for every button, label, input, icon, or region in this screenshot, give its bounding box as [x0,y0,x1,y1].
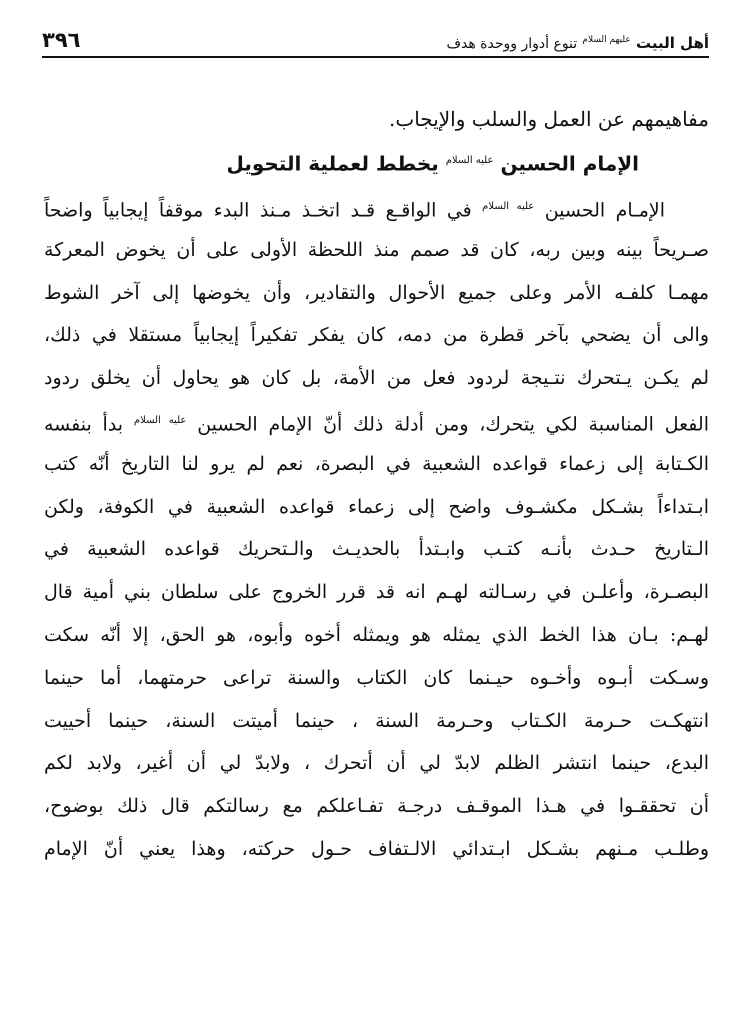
line-text: بدأ بنفسه [44,413,124,436]
paragraph-line: البدع، حينما انتشر الظلم لابدّ لي أن أتحرك ، ولابدّ لي أن أغير، ولابد لكم [44,752,709,775]
body-paragraph [44,186,709,871]
page-header [42,24,709,58]
heading-text-start: الإمام الحسين [500,151,639,176]
paragraph-line: أن تحققـوا في هـذا الموقـف درجـة تفـاعلكم مع رسالتكم قال ذلك بوضوح، [44,795,709,818]
paragraph-line [44,400,709,443]
honorific-mark: عليه السلام [482,201,535,212]
paragraph-line: البصـرة، وأعلـن في رسـالته لهـم انه قد قرر الخروج على سلطان بني أمية قال [44,581,709,604]
paragraph-line: لهـم: بـان هذا الخط الذي يمثله هو ويمثله أخوه وأبوه، هو الحق، إلا أنّه سكت [44,623,709,646]
heading-honorific: عليه السلام [445,155,494,166]
page-content [44,104,709,871]
book-title: أهل البيت [635,34,709,52]
book-subtitle: تنوع أدوار ووحدة هدف [446,36,578,52]
heading-text-end: يخطط لعملية التحويل [226,151,439,176]
honorific-mark: عليه السلام [133,414,187,426]
paragraph-line: انتهكـت حـرمة الكـتاب وحـرمة السنة ، حينما أميتت السنة، حينما أحييت [44,709,709,732]
paragraph-line: مهمـا كلفـه الأمر وعلى جميع الأحوال والتقادير، وأن يخوضها إلى آخر الشوط [44,281,709,304]
section-heading [44,144,709,178]
intro-line: مفاهيمهم عن العمل والسلب والإيجاب. [389,107,709,131]
line-text: الإمـام الحسين [544,199,665,222]
paragraph-line: ابـتداءاً بشـكل مكشـوف واضح إلى زعماء قواعده الشعبية في الكوفة، ولكن [44,495,709,518]
paragraph-line [44,186,709,229]
paragraph-line: الكـتابة إلى زعماء قواعده الشعبية في البصرة، نعم لم يرو لنا التاريخ أنّه كتب [44,452,709,475]
line-text: في الواقـع قـد اتخـذ مـنذ البدء موقفاً إيجابياً واضحاً [44,199,472,222]
paragraph-line: وسـكت أبـوه وأخـوه حيـنما كان الكتاب والسنة تراعى حرمتهما، أما حينما [44,666,709,689]
paragraph-line: والى أن يضحي بآخر قطرة من دمه، كان يفكر تفكيراً إيجابياً مستقلا في ذلك، [44,324,709,347]
paragraph-line: صـريحاً بينه وبين ربه، كان قد صمم منذ اللحظة الأولى على أن يخوض المعركة [44,238,709,261]
honorific-mark: عليهم السلام [582,35,631,45]
running-title [446,34,709,52]
paragraph-line: الـتاريخ حـدث بأنـه كتـب وابـتدأ بالحديـث والـتحريك قواعده الشعبية في [44,538,709,561]
paragraph-line: لم يكـن يـتحرك نتـيجة لردود فعل من الأمة، بل كان هو يحاول أن يخلق ردود [44,367,709,390]
paragraph-line: وطلـب مـنهم بشـكل ابـتدائي الالـتفاف حـول حركته، وهذا يعني أنّ الإمام [44,837,709,860]
page-number: ٣٩٦ [42,28,81,52]
line-text: الفعل المناسبة لكي يتحرك، ومن أدلة ذلك أنّ الإمام الحسين [197,413,709,436]
